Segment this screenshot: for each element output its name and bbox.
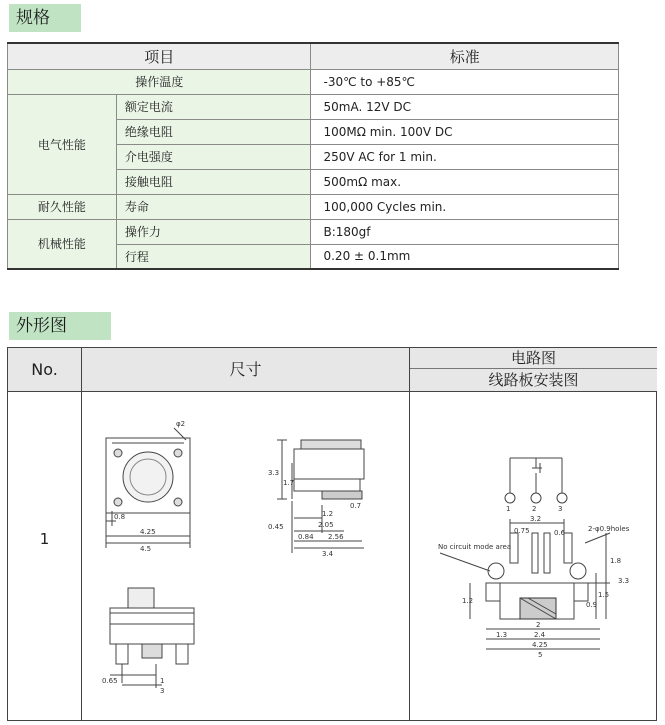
dim-label: 1.7 [283,479,295,487]
dim-label: 5 [538,651,543,659]
table-row [8,94,619,119]
dim-label: 1.2 [462,597,474,605]
group-label: 耐久性能 [8,194,117,219]
table-row [8,69,619,94]
dim-label: 0.75 [514,527,530,535]
group-label: 机械性能 [8,219,117,269]
header-no [8,348,81,392]
row-value: 100,000 Cycles min. [311,194,619,219]
dim-label: 2.05 [318,521,334,529]
row-value: 50mA. 12V DC [311,94,619,119]
row-value: 0.20 ± 0.1mm [311,244,619,269]
row-number: 1 [39,530,50,548]
dimension-drawing [82,393,409,721]
header-circuit-label: 电路图 [410,348,657,369]
dim-label: 3.2 [530,515,542,523]
table-row [8,194,619,219]
header-dimensions [82,348,409,392]
outline-section-title: 外形图 [9,312,111,340]
dim-label: No circuit mode area [438,543,512,551]
dim-label: 0.6 [554,529,566,537]
spec-table [7,42,619,270]
row-label: 操作温度 [8,69,311,94]
dim-label: 4.5 [140,545,152,553]
dim-label: 0.45 [268,523,284,531]
row-label: 行程 [116,244,311,269]
spec-header-row [8,43,619,69]
row-label: 介电强度 [116,144,311,169]
row-value: 250V AC for 1 min. [311,144,619,169]
row-label: 额定电流 [116,94,311,119]
pin-label: 3 [558,505,563,513]
dim-label: 0.9 [586,601,598,609]
header-item: 项目 [8,43,311,69]
circuit-pcb-drawing [410,393,657,721]
dim-label: 3.3 [268,469,280,477]
dim-label: 4.25 [140,528,156,536]
dim-label: 0.8 [114,513,126,521]
pin-label: 2 [532,505,537,513]
row-label: 接触电阻 [116,169,311,194]
dim-label: 0.7 [350,502,362,510]
dim-label: 3.4 [322,550,334,558]
spec-section-title: 规格 [9,4,81,32]
outline-table [7,347,657,721]
dim-label: 4.25 [532,641,548,649]
row-value: B:180gf [311,219,619,244]
row-value: 100MΩ min. 100V DC [311,119,619,144]
header-circuit [410,348,657,392]
header-no-label: No. [31,360,58,379]
dim-label: 1.8 [610,557,622,565]
dim-label: 1.2 [322,510,334,518]
row-value: 500mΩ max. [311,169,619,194]
dim-label: 1 [160,677,165,685]
row-label: 寿命 [116,194,311,219]
header-pcb-label: 线路板安装图 [488,371,579,389]
dim-label: 2 [536,621,541,629]
row-label: 操作力 [116,219,311,244]
row-value: -30℃ to +85℃ [311,69,619,94]
header-dimensions-label: 尺寸 [229,360,262,379]
dim-label: 3 [160,687,165,695]
dim-label: 3.3 [618,577,630,585]
pin-label: 1 [506,505,511,513]
dim-phi: φ2 [176,420,186,428]
group-label: 电气性能 [8,94,117,194]
row-label: 绝缘电阻 [116,119,311,144]
dim-label: 2.4 [534,631,546,639]
dim-label: 2.56 [328,533,344,541]
table-row [8,219,619,244]
dim-label: 2-φ0.9holes [588,525,630,533]
dim-label: 0.84 [298,533,314,541]
dim-label: 1.5 [598,591,610,599]
dim-label: 1.3 [496,631,508,639]
dim-label: 0.65 [102,677,118,685]
header-standard: 标准 [311,43,619,69]
